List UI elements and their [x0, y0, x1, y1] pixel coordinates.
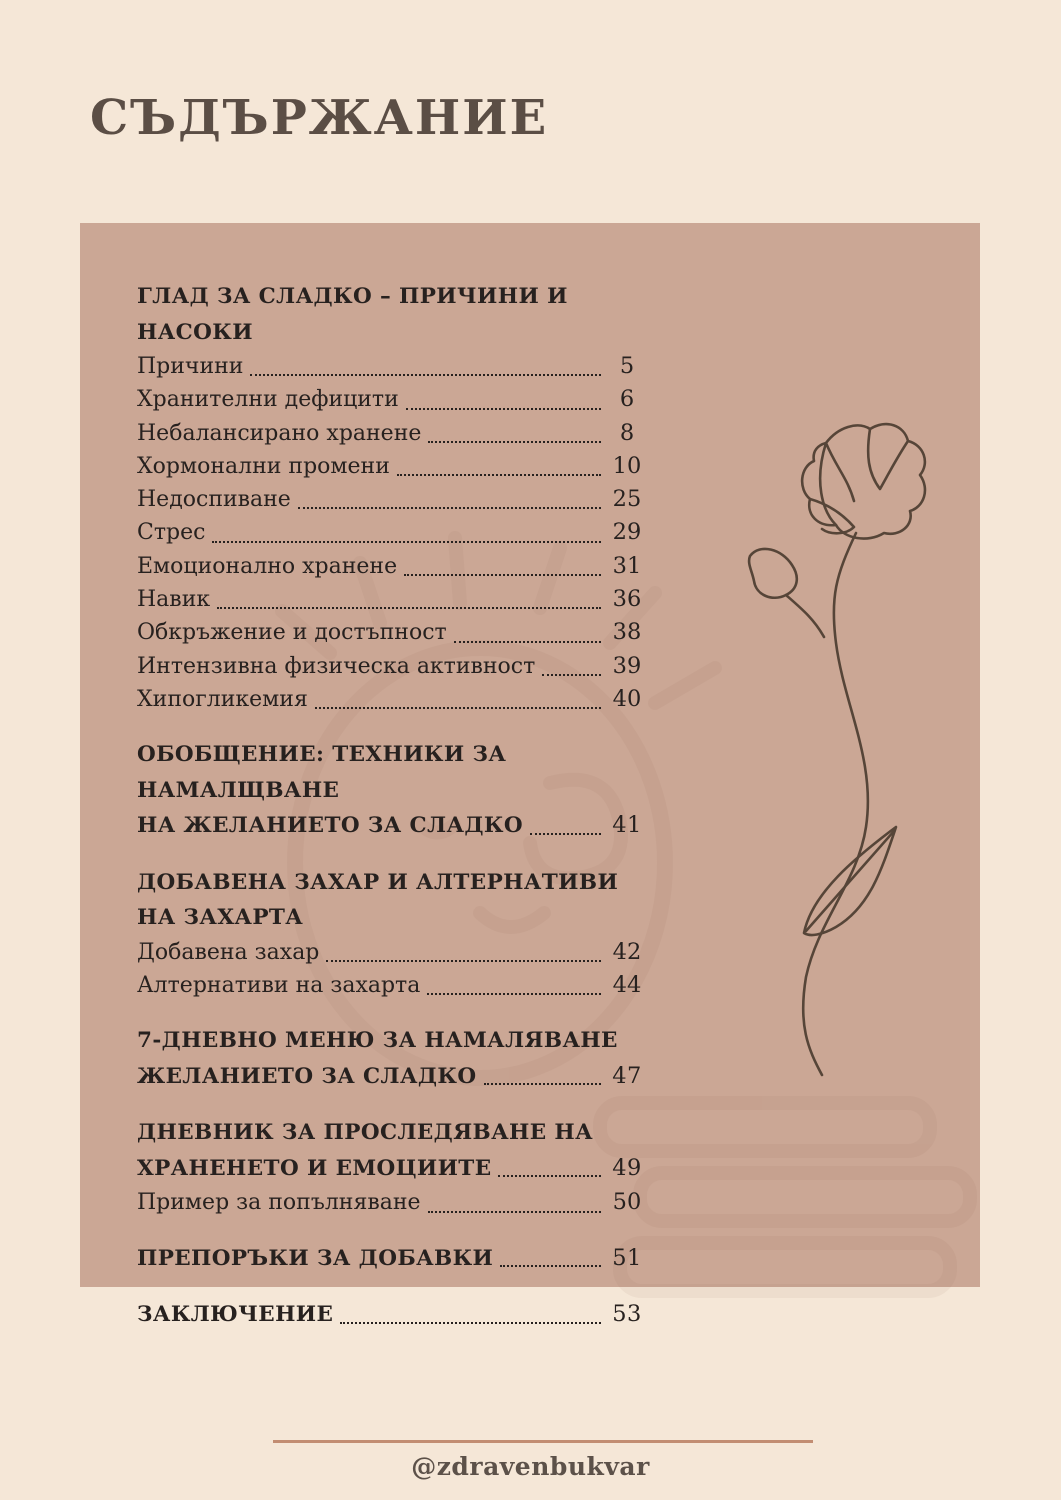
toc-entry: [137, 383, 645, 416]
toc-section: [137, 279, 645, 716]
page-number: 44: [612, 972, 642, 999]
page-number: 10: [612, 452, 642, 479]
dotted-leader: [250, 374, 601, 376]
dotted-leader: [530, 833, 601, 835]
dotted-leader: [212, 541, 601, 543]
page-number: 40: [612, 685, 642, 712]
toc-entry: [137, 417, 645, 450]
toc-heading-label: ОБОБЩЕНИЕ: ТЕХНИКИ ЗА НАМАЛЩВАНЕ: [137, 742, 507, 803]
toc-heading: [137, 1151, 645, 1187]
toc-entry-label: Небалансирано хранене: [137, 420, 422, 446]
toc-heading: [137, 808, 645, 844]
dotted-leader: [406, 408, 601, 410]
toc-heading-label: 7-ДНЕВНО МЕНЮ ЗА НАМАЛЯВАНЕ: [137, 1028, 618, 1054]
toc-heading: [137, 279, 645, 350]
dotted-leader: [315, 707, 601, 709]
toc: [137, 279, 645, 1333]
toc-heading-label: ЗАКЛЮЧЕНИЕ: [137, 1302, 334, 1328]
toc-heading: [137, 1059, 645, 1095]
toc-entry-label: Пример за попълняване: [137, 1190, 421, 1216]
footer-divider: [273, 1440, 813, 1443]
toc-section: [137, 1115, 645, 1219]
toc-entry: [137, 936, 645, 969]
toc-entry: [137, 516, 645, 549]
toc-entry: [137, 969, 645, 1002]
toc-entry: [137, 550, 645, 583]
toc-entry: [137, 450, 645, 483]
flower-illustration: [718, 415, 980, 1095]
toc-entry-label: Хормонални промени: [137, 453, 390, 479]
toc-heading: [137, 865, 645, 936]
page-number: 49: [612, 1154, 642, 1181]
toc-entry-label: Добавена захар: [137, 939, 320, 965]
toc-heading-label: ЖЕЛАНИЕТО ЗА СЛАДКО: [137, 1063, 477, 1089]
toc-entry-label: Недоспиване: [137, 487, 291, 513]
page-number: 36: [612, 586, 642, 613]
toc-section: [137, 1297, 645, 1333]
footer-handle: @zdravenbukvar: [411, 1452, 650, 1481]
toc-heading-label: ДНЕВНИК ЗА ПРОСЛЕДЯВАНЕ НА: [137, 1120, 594, 1146]
page-number: 6: [619, 386, 635, 413]
page-number: 25: [612, 486, 642, 513]
toc-section: [137, 1241, 645, 1277]
toc-entry-label: Обкръжение и достъпност: [137, 620, 447, 646]
page-number: 50: [612, 1189, 642, 1216]
toc-heading-label: НА ЖЕЛАНИЕТО ЗА СЛАДКО: [137, 813, 523, 839]
page-number: 53: [612, 1301, 642, 1328]
dotted-leader: [326, 960, 601, 962]
toc-entry: [137, 1186, 645, 1219]
toc-section: [137, 865, 645, 1003]
toc-heading-label: ХРАНЕНЕТО И ЕМОЦИИТЕ: [137, 1155, 492, 1181]
dotted-leader: [498, 1175, 601, 1177]
page-number: 38: [612, 619, 642, 646]
toc-entry-label: Интензивна физическа активност: [137, 653, 536, 679]
toc-heading: [137, 1023, 645, 1059]
toc-heading-label: ДОБАВЕНА ЗАХАР И АЛТЕРНАТИВИ НА ЗАХАРТА: [137, 869, 619, 931]
toc-entry: [137, 683, 645, 716]
dotted-leader: [298, 507, 601, 509]
page-number: 31: [612, 552, 642, 579]
page-number: 39: [612, 652, 642, 679]
toc-heading: [137, 737, 645, 808]
toc-heading: [137, 1241, 645, 1277]
dotted-leader: [340, 1322, 601, 1324]
page-title: СЪДЪРЖАНИЕ: [90, 90, 549, 146]
dotted-leader: [217, 607, 601, 609]
page-number: 5: [619, 353, 635, 379]
toc-entry: [137, 483, 645, 516]
toc-section: [137, 1023, 645, 1094]
toc-entry-label: Хранителни дефицити: [137, 387, 399, 413]
dotted-leader: [500, 1265, 601, 1267]
toc-section: [137, 737, 645, 844]
toc-entry: [137, 583, 645, 616]
toc-entry-label: Стрес: [137, 520, 206, 546]
dotted-leader: [428, 1211, 601, 1213]
toc-entry-label: Емоционално хранене: [137, 553, 398, 579]
toc-entry-label: Хипогликемия: [137, 686, 308, 712]
dotted-leader: [428, 441, 601, 443]
page-number: 42: [612, 938, 642, 965]
page-number: 8: [619, 419, 635, 446]
toc-entry: [137, 650, 645, 683]
page-number: 51: [612, 1244, 642, 1271]
toc-entry-label: Причини: [137, 354, 244, 379]
page-number: 29: [612, 519, 642, 546]
toc-heading: [137, 1115, 645, 1151]
toc-entry: [137, 616, 645, 649]
dotted-leader: [454, 641, 601, 643]
dotted-leader: [484, 1083, 602, 1085]
dotted-leader: [404, 574, 601, 576]
toc-heading-label: ПРЕПОРЪКИ ЗА ДОБАВКИ: [137, 1245, 494, 1271]
toc-entry-label: Навик: [137, 587, 211, 613]
dotted-leader: [397, 474, 601, 476]
dotted-leader: [542, 674, 601, 676]
dotted-leader: [427, 993, 601, 995]
page-number: 47: [612, 1062, 642, 1089]
toc-heading-label: ГЛАД ЗА СЛАДКО – ПРИЧИНИ И НАСОКИ: [137, 284, 568, 345]
page-number: 41: [612, 812, 642, 839]
toc-heading: [137, 1297, 645, 1333]
toc-entry: [137, 350, 645, 383]
toc-entry-label: Алтернативи на захарта: [137, 973, 421, 999]
